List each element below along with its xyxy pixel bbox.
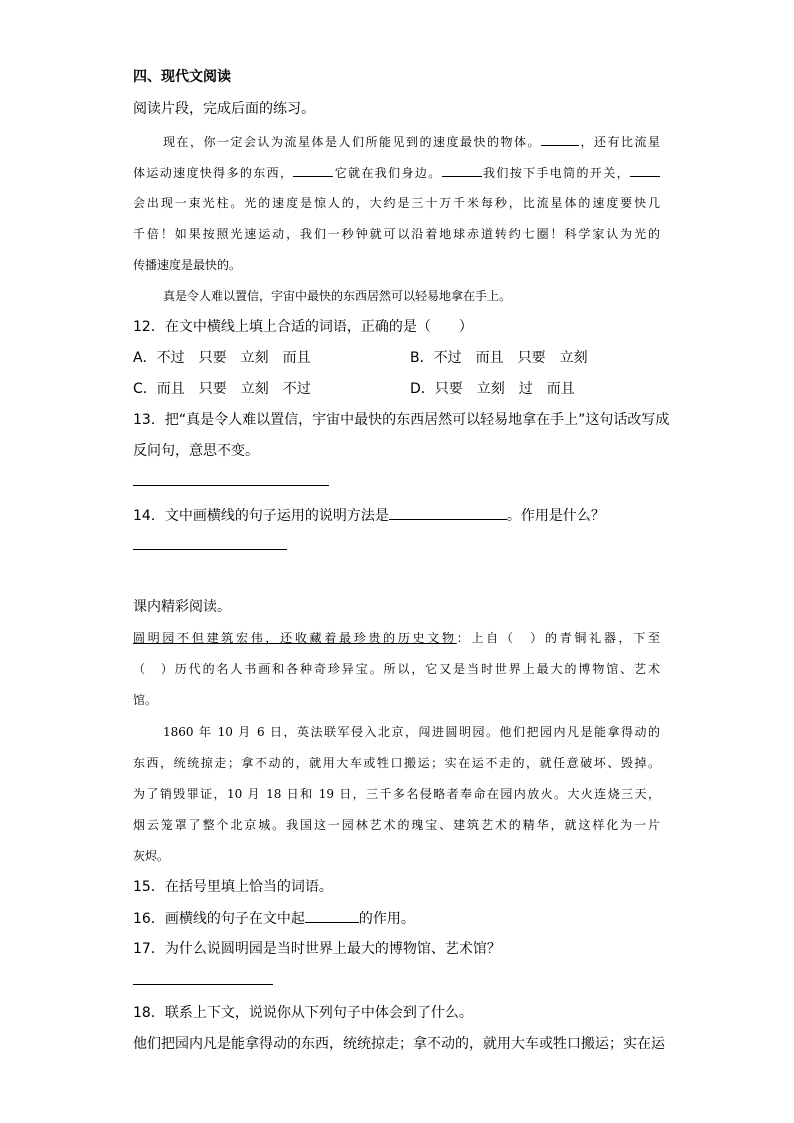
blank-2 xyxy=(293,162,333,177)
passage-line-1: 现在，你一定会认为流星体是人们所能见到的速度最快的物体。 ，还有比流星 xyxy=(163,131,660,152)
answer-line-14 xyxy=(133,549,287,550)
blank-3 xyxy=(442,162,482,177)
question-13-line-2: 反问句，意思不变。 xyxy=(133,443,259,459)
inclass-p1-line-2: （ ）历代的名人书画和各种奇珍异宝。所以，它又是当时世界上最大的博物馆、艺术 xyxy=(133,662,660,676)
question-13-line-1: 13．把“真是令人难以置信，宇宙中最快的东西居然可以轻易地拿在手上”这句话改写成 xyxy=(133,412,670,428)
blank-14 xyxy=(389,505,507,520)
blank-1 xyxy=(541,131,579,146)
blank-16 xyxy=(305,908,359,923)
answer-line-13 xyxy=(133,485,329,486)
blank-4 xyxy=(630,162,660,177)
inclass-p2-line-2: 东西，统统掠走；拿不动的，就用大车或牲口搬运；实在运不走的，就任意破坏、毁掉。 xyxy=(133,756,660,770)
inclass-p2-line-5: 灰烬。 xyxy=(133,849,170,863)
inclass-title: 课内精彩阅读。 xyxy=(133,599,231,615)
question-12: 12．在文中横线上填上合适的词语，正确的是（ ） xyxy=(133,319,473,335)
inclass-p2-line-4: 烟云笼罩了整个北京城。我国这一园林艺术的瑰宝、建筑艺术的精华，就这样化为一片 xyxy=(133,818,660,832)
question-14: 14．文中画横线的句子运用的说明方法是 。作用是什么？ xyxy=(133,505,605,526)
inclass-p2-line-3: 为了销毁罪证，10 月 18 日和 19 日，三千多名侵略者奉命在园内放火。大火连烧三天， xyxy=(133,787,660,801)
question-16: 16．画横线的句子在文中起 的作用。 xyxy=(133,908,415,929)
option-b: B．不过 而且 只要 立刻 xyxy=(410,350,588,366)
option-c: C．而且 只要 立刻 不过 xyxy=(133,381,311,397)
passage-line-3: 会出现一束光柱。光的速度是惊人的，大约是三十万千米每秒，比流星体的速度要快几 xyxy=(133,196,660,210)
option-d: D．只要 立刻 过 而且 xyxy=(410,381,575,397)
question-18: 18．联系上下文，说说你从下列句子中体会到了什么。 xyxy=(133,1005,473,1021)
instruction: 阅读片段，完成后面的练习。 xyxy=(133,101,315,117)
question-17: 17．为什么说圆明园是当时世界上最大的博物馆、艺术馆？ xyxy=(133,941,501,957)
answer-line-17 xyxy=(133,984,273,985)
passage-line-5: 传播速度是最快的。 xyxy=(133,258,242,272)
option-a: A．不过 只要 立刻 而且 xyxy=(133,350,311,366)
passage-line-2: 体运动速度快得多的东西， 它就在我们身边。 我们按下手电筒的开关， xyxy=(133,162,660,183)
question-15: 15．在括号里填上恰当的词语。 xyxy=(133,879,333,895)
inclass-p1-line-1: 圆明园不但建筑宏伟，还收藏着最珍贵的历史文物：上自（ ）的青铜礼器，下至 xyxy=(133,631,660,645)
inclass-p1-line-3: 馆。 xyxy=(133,693,158,707)
question-18-sentence: 他们把园内凡是能拿得动的东西，统统掠走；拿不动的，就用大车或牲口搬运；实在运 xyxy=(133,1036,665,1052)
inclass-p2-line-1: 1860 年 10 月 6 日，英法联军侵入北京，闯进圆明园。他们把园内凡是能拿得动的 xyxy=(163,725,660,739)
underlined-sentence: 圆明园不但建筑宏伟，还收藏着最珍贵的历史文物 xyxy=(133,631,457,645)
passage-line-4: 千倍！如果按照光速运动，我们一秒钟就可以沿着地球赤道转约七圈！科学家认为光的 xyxy=(133,227,660,241)
section-heading: 四、现代文阅读 xyxy=(133,69,231,85)
passage-line-6: 真是令人难以置信，宇宙中最快的东西居然可以轻易地拿在手上。 xyxy=(163,289,512,303)
